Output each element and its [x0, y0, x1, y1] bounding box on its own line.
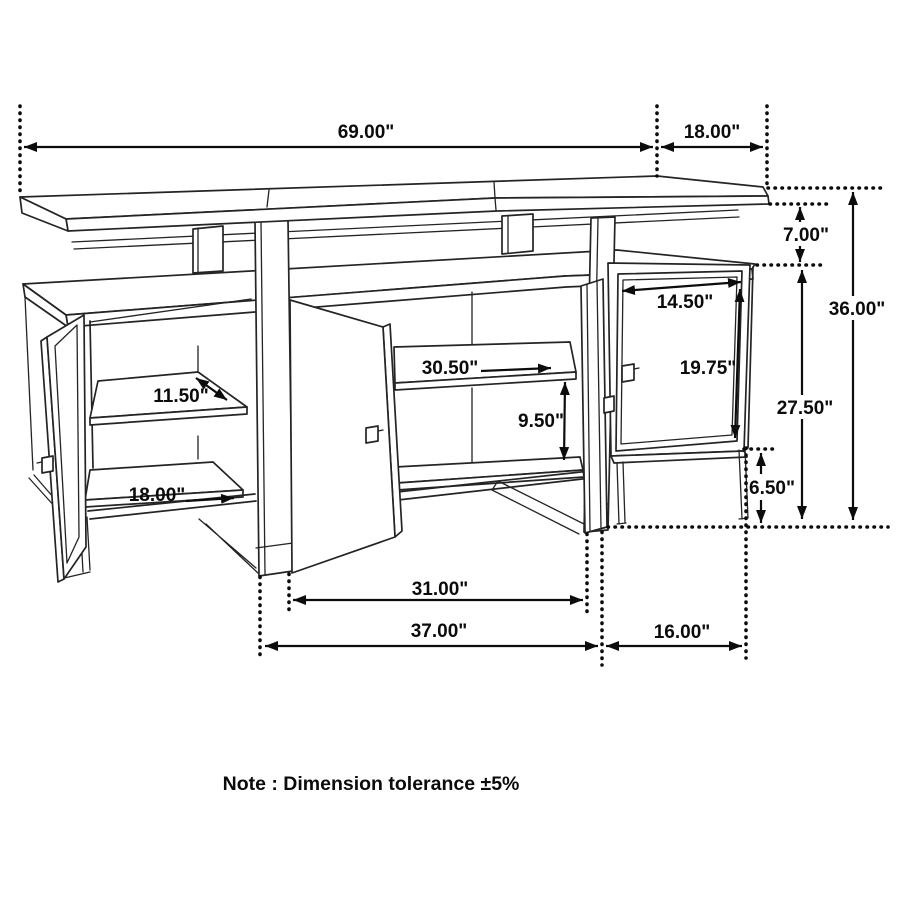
dim-top-side-depth: [661, 122, 763, 147]
dim-label-overall-height: 36.00": [828, 299, 886, 320]
dim-shelf-spacing: [518, 382, 565, 460]
dim-label-cabinet-height: 27.50": [776, 398, 834, 419]
dim-label-center-shelf-width: 30.50": [421, 358, 479, 379]
dim-center-base-width: [265, 621, 598, 646]
left-door-handle: [42, 456, 53, 473]
dim-gap-height: [783, 207, 829, 262]
dim-side-base-depth: [606, 622, 742, 646]
dim-label-base-clearance: 6.50": [749, 478, 795, 499]
dim-label-center-inner-width: 31.00": [411, 579, 469, 600]
dim-label-side-door-width: 14.50": [656, 292, 714, 313]
cabinet-drawing: [20, 176, 769, 582]
middle-door-handle: [366, 426, 378, 443]
dim-label-center-base-width: 37.00": [410, 621, 468, 642]
dim-base-clearance: [749, 453, 795, 523]
dim-label-top-width: 69.00": [337, 122, 395, 143]
dim-label-left-bottom-depth: 18.00": [128, 485, 186, 506]
middle-door: [290, 300, 402, 573]
middle-right-door-handle: [604, 396, 614, 413]
dim-label-gap-height: 7.00": [783, 225, 829, 246]
tolerance-note: Note : Dimension tolerance ±5%: [222, 773, 520, 795]
dim-top-width: [24, 122, 653, 147]
dim-label-left-shelf-depth: 11.50": [153, 386, 209, 407]
top-slab: [20, 176, 769, 231]
right-door-handle: [622, 364, 634, 382]
dim-overall-height: [829, 192, 886, 520]
dim-label-shelf-spacing: 9.50": [518, 411, 564, 432]
dim-label-side-base-depth: 16.00": [653, 622, 711, 643]
dim-label-top-side-depth: 18.00": [683, 122, 741, 143]
dim-label-side-door-height: 19.75": [679, 358, 737, 379]
left-door: [37, 315, 86, 582]
dim-center-inner-width: [293, 579, 583, 600]
